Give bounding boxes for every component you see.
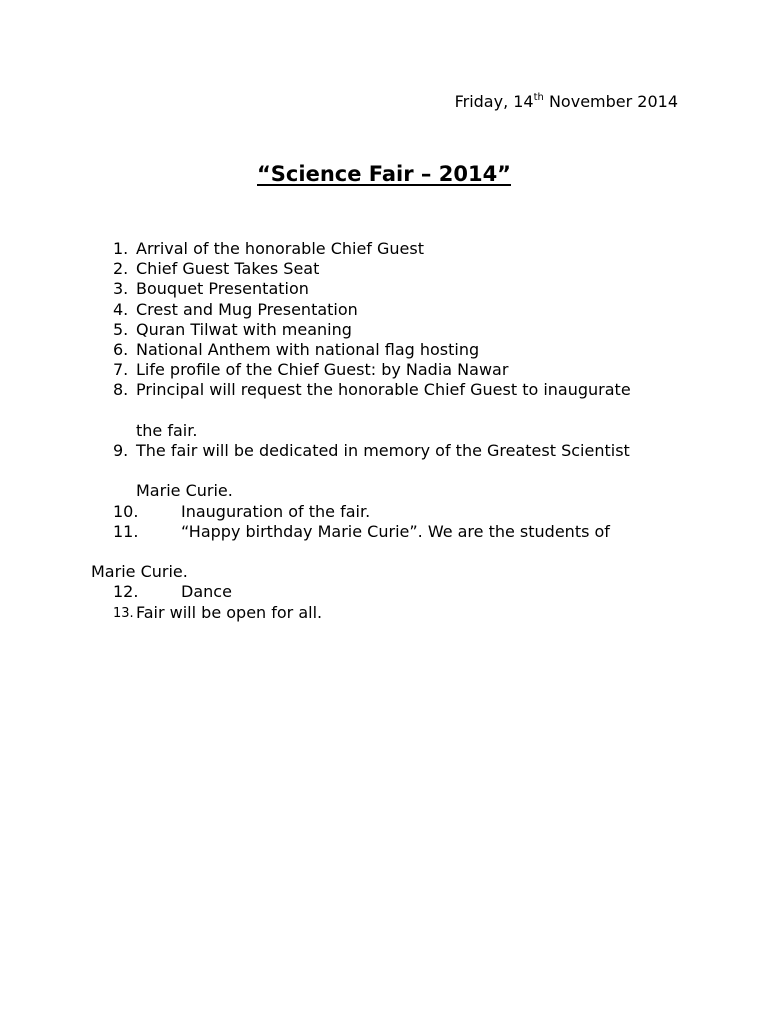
agenda-item-text: Inauguration of the fair. <box>181 501 371 521</box>
agenda-item-text: Arrival of the honorable Chief Guest <box>136 239 425 258</box>
date-month-year: November 2014 <box>543 92 678 111</box>
document-date <box>455 92 678 112</box>
agenda-item-text: Fair will be open for all. <box>136 602 323 622</box>
date-day: Friday, 14 <box>454 92 534 111</box>
agenda-item <box>113 582 631 602</box>
agenda-item <box>113 340 631 360</box>
agenda-item-text: Crest and Mug Presentation <box>136 299 358 319</box>
agenda-item <box>91 521 631 583</box>
agenda-item <box>113 603 631 623</box>
agenda-item <box>113 360 631 380</box>
agenda-item-number: 2. <box>113 259 129 279</box>
agenda-item-text: The fair will be dedicated in memory of the Greatest Scientist <box>136 441 630 461</box>
document-title-text: “Science Fair – 2014” <box>257 162 511 186</box>
agenda-item-text: Chief Guest Takes Seat <box>136 259 320 279</box>
agenda-item-number: 8. <box>113 380 129 400</box>
agenda-item <box>113 259 631 279</box>
agenda-item-number: 5. <box>113 319 129 339</box>
agenda-item-text: Quran Tilwat with meaning <box>136 319 352 339</box>
agenda-item-number: 13. <box>113 605 134 621</box>
agenda-item-continuation: Marie Curie. <box>91 562 188 582</box>
agenda-item-number: 10. <box>113 501 139 521</box>
agenda-list <box>91 239 631 623</box>
agenda-item-text: Dance <box>181 582 232 602</box>
agenda-item-number: 1. <box>113 239 129 258</box>
agenda-item-number: 9. <box>113 441 129 461</box>
agenda-item-number: 3. <box>113 279 129 299</box>
agenda-item-text: Principal will request the honorable Chief Guest to inaugurate <box>136 380 631 400</box>
agenda-item <box>113 300 631 320</box>
agenda-item-text: National Anthem with national flag hosting <box>136 340 480 360</box>
agenda-item <box>113 239 631 259</box>
agenda-item-number: 7. <box>113 360 129 380</box>
agenda-item-text: Bouquet Presentation <box>136 279 309 299</box>
agenda-item-text: Life profile of the Chief Guest: by Nadia Nawar <box>136 360 509 380</box>
agenda-item <box>113 441 631 502</box>
date-ordinal-suffix: th <box>533 91 544 103</box>
agenda-item <box>113 502 631 522</box>
agenda-item-text: “Happy birthday Marie Curie”. We are the students of <box>181 521 610 541</box>
agenda-item <box>113 279 631 299</box>
agenda-item-continuation: the fair. <box>136 420 198 440</box>
agenda-item <box>113 380 631 441</box>
agenda-item <box>113 320 631 340</box>
document-title <box>0 160 768 188</box>
agenda-item-number: 4. <box>113 299 129 319</box>
agenda-item-number: 11. <box>113 521 139 541</box>
agenda-item-number: 6. <box>113 340 129 360</box>
agenda-item-continuation: Marie Curie. <box>136 481 233 501</box>
agenda-item-number: 12. <box>113 582 139 602</box>
